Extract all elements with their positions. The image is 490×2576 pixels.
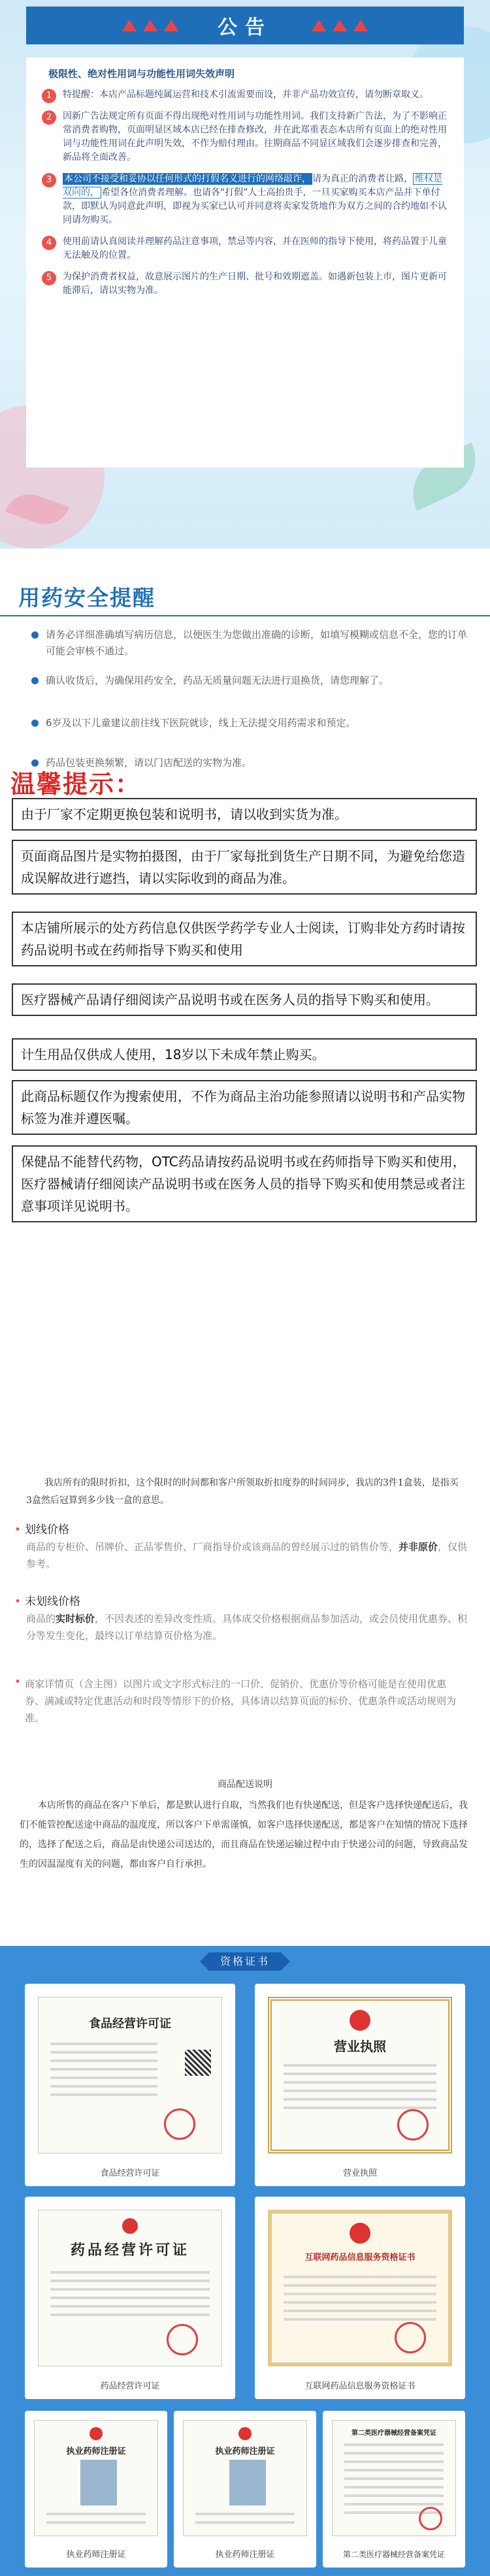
bullet-icon xyxy=(31,720,39,727)
seal-icon xyxy=(167,2324,198,2355)
certs-title: 资格证书 xyxy=(209,1952,281,1971)
price-heading xyxy=(14,1520,69,1536)
notice-item xyxy=(39,110,451,165)
cert-card[interactable] xyxy=(255,2197,465,2399)
notice-item-text: 因新广告法规定所有页面不得出现绝对性用词与功能性用词。我们支持新广告法，为了不影响正常消费者购物，页面明显区域本店已经在排查修改，并在此郑重表态本店所有页面上的绝对性用词与功能性用词在此声明失效，不作为赔付理由。往期商品不同显区域我们会逐步排查和完善，新品将全面改善。 xyxy=(63,111,447,163)
boxed-text: 维权是双向的， xyxy=(63,174,442,198)
cert-card[interactable] xyxy=(323,2411,465,2568)
cert-image xyxy=(268,1997,452,2154)
divider xyxy=(0,615,490,616)
emblem-icon xyxy=(350,2010,370,2031)
price-desc-text: 商品的专柜价、吊牌价、正品零售价、厂商指导价或该商品的曾经展示过的销售价等， xyxy=(26,1541,399,1553)
price-desc-bold: 并非原价 xyxy=(399,1541,438,1553)
notice-item-text: 特提醒：本店产品标题纯属运营和技术引流需要而设，并非产品功效宣传，请勿断章取义。 xyxy=(63,89,429,100)
cert-image xyxy=(38,1997,222,2154)
delivery-title: 商品配送说明 xyxy=(218,1779,272,1790)
cert-caption: 执业药师注册证 xyxy=(66,2550,126,2560)
price-desc xyxy=(26,1610,470,1644)
cert-image xyxy=(34,2420,158,2536)
price-heading-text: 划线价格 xyxy=(25,1523,70,1536)
safety-item-text: 确认收货后，为确保用药安全，药品无质量问题无法进行退换货，请您理解了。 xyxy=(46,675,389,686)
cert-text-lines xyxy=(333,2438,455,2520)
seal-icon xyxy=(164,2108,195,2140)
seal-icon xyxy=(419,2507,442,2530)
notice-item-text: 为保护消费者权益，故意展示图片的生产日期、批号和效期遮盖。如遇新包装上市，图片更新可能滞后，请以实物为准。 xyxy=(63,272,447,296)
safety-item xyxy=(31,627,470,660)
item-number-badge: 5 xyxy=(42,271,56,285)
notice-item-text: 希望各位消费者理解。也请各“打假”人士高抬贵手，一旦买家购买本店产品并下单付款，即默认为同意此声明，即视为买家已认可并同意将卖家发货地作为双方之间的合约地如不认同请勿购买。 xyxy=(63,187,447,225)
price-section xyxy=(0,1469,490,1946)
bullet-icon xyxy=(31,631,39,639)
notice-title: 公告 xyxy=(218,16,272,39)
cert-caption: 药品经营许可证 xyxy=(100,2381,160,2391)
emblem-icon xyxy=(122,2218,138,2234)
safety-title: 用药安全提醒 xyxy=(18,585,155,611)
notice-section xyxy=(0,0,490,549)
cert-doc-title: 互联网药品信息服务资格证书 xyxy=(304,2253,416,2263)
seal-icon xyxy=(397,2109,429,2140)
price-desc-text: 商品的 xyxy=(26,1613,56,1625)
cert-card[interactable] xyxy=(174,2411,316,2568)
tip-box: 医疗器械产品请仔细阅读产品说明书或在医务人员的指导下购买和使用。 xyxy=(12,983,477,1016)
tip-box: 保健品不能替代药物，OTC药品请按药品说明书或在药师指导下购买和使用，医疗器械请仔细阅读产品说明书或在医务人员的指导下购买和使用禁忌或者注意事项详见说明书。 xyxy=(12,1145,477,1222)
cert-doc-title: 营业执照 xyxy=(334,2039,386,2054)
cert-image xyxy=(332,2420,456,2536)
tip-box: 计生用品仅供成人使用，18岁以下未成年禁止购买。 xyxy=(12,1038,477,1071)
cert-doc-title: 执业药师注册证 xyxy=(215,2447,275,2457)
notice-item xyxy=(39,172,451,227)
cert-caption: 食品经营许可证 xyxy=(100,2169,160,2178)
notice-item xyxy=(39,88,451,102)
cert-image xyxy=(38,2210,222,2366)
safety-item-text: 6岁及以下儿童建议前往线下医院就诊，线上无法提交用药需求和预定。 xyxy=(46,717,356,729)
cert-text-lines xyxy=(35,2507,157,2530)
photo-icon xyxy=(229,2460,266,2505)
safety-item-text: 请务必详细准确填写病历信息，以便医生为您做出准确的诊断，如填写模糊或信息不全，您的订单可能会审核不通过。 xyxy=(46,629,468,657)
cert-image xyxy=(268,2210,452,2366)
tips-section xyxy=(0,764,490,1214)
price-heading xyxy=(14,1676,456,1726)
bullet-icon: • xyxy=(14,1523,22,1536)
highlight-text: 本公司不接受和妥协以任何形式的打假名义进行的网络敲诈， xyxy=(64,174,311,184)
cert-doc-title: 执业药师注册证 xyxy=(66,2447,126,2457)
tip-box: 由于厂家不定期更换包装和说明书，请以收到实货为准。 xyxy=(12,798,477,831)
notice-item xyxy=(39,235,451,262)
notice-item-text: 请为真正的消费者让路， xyxy=(312,174,413,184)
triangle-decor xyxy=(122,20,178,31)
notice-card xyxy=(26,57,464,468)
tip-box: 页面商品图片是实物拍摄图，由于厂家每批到货生产日期不同，为避免给您造成误解故进行遮挡，请以实际收到的商品为准。 xyxy=(12,840,477,895)
tip-box: 本店铺所展示的处方药信息仅供医学药学专业人士阅读，订购非处方药时请按药品说明书或在药师指导下购买和使用 xyxy=(12,912,477,966)
seal-icon xyxy=(395,2322,426,2353)
discount-intro: 我店所有的限时折扣，这个限时的时间都和客户所领取折扣度券的时间同步，我店的3件1盒装，是指买3盒然后冠算到多少钱一盒的意思。 xyxy=(26,1478,459,1506)
tip-box: 此商品标题仅作为搜索使用，不作为商品主治功能参照请以说明书和产品实物标签为准并遵医嘱。 xyxy=(12,1080,477,1135)
triangle-decor xyxy=(312,20,368,31)
certs-section xyxy=(0,1946,490,2576)
notice-header xyxy=(26,7,464,44)
safety-item xyxy=(31,673,470,689)
price-desc xyxy=(26,1538,470,1572)
price-heading-text: 未划线价格 xyxy=(25,1595,81,1608)
item-number-badge: 1 xyxy=(42,89,56,103)
emblem-icon xyxy=(90,2427,103,2440)
cert-text-lines xyxy=(39,2265,221,2322)
tips-title: 温馨提示： xyxy=(10,769,142,799)
price-desc-text: ，仅供参考。 xyxy=(26,1541,468,1570)
notice-subtitle: 极限性、绝对性用词与功能性用词失效声明 xyxy=(48,68,235,80)
photo-icon xyxy=(80,2460,117,2505)
item-number-badge: 2 xyxy=(42,110,56,125)
safety-section xyxy=(0,549,490,769)
qr-code-icon xyxy=(185,2050,211,2076)
item-number-badge: 3 xyxy=(42,173,56,187)
cert-text-lines xyxy=(39,2037,169,2102)
cert-card[interactable] xyxy=(25,2411,167,2568)
delivery-text: 本店所售的商品在客户下单后，都是默认进行自取，当然我们也有快递配送，但是客户选择快递配送后，我们不能管控配送途中商品的温度度，所以客户下单需谨慎，如客户选择快递配送，都是客户在知情的情况下选择的，选择了配送之后，商品是由快递公司送达的，而且商品在快递运输过程中由于快递公司的问题，导致商品发生的因温湿度有关的问题，都由客户自行承担。 xyxy=(20,1800,468,1869)
bullet-icon xyxy=(31,677,39,684)
cert-doc-title: 药品经营许可证 xyxy=(70,2242,189,2259)
price-heading xyxy=(14,1592,80,1608)
notice-item xyxy=(39,270,451,298)
cert-caption: 营业执照 xyxy=(342,2169,377,2178)
emblem-icon xyxy=(238,2427,252,2440)
cert-card[interactable] xyxy=(25,1984,235,2186)
safety-item xyxy=(31,715,470,731)
price-desc-text: ，不因表述的差异改变性质。具体成交价格根据商品参加活动，或会员使用优惠券、积分等发生变化，最终以订单结算页价格为准。 xyxy=(26,1613,468,1642)
cert-caption: 第二类医疗器械经营备案凭证 xyxy=(342,2550,445,2559)
cert-text-lines xyxy=(184,2507,306,2530)
cert-caption: 执业药师注册证 xyxy=(215,2550,275,2560)
price-desc-bold: 实时标价 xyxy=(56,1613,95,1625)
cert-doc-title: 食品经营许可证 xyxy=(89,2017,171,2031)
cert-caption: 互联网药品信息服务资格证书 xyxy=(304,2381,416,2391)
cert-image xyxy=(183,2420,307,2536)
bullet-icon: • xyxy=(14,1595,22,1608)
cert-card[interactable] xyxy=(25,2197,235,2399)
cert-doc-title: 第二类医疗器械经营备案凭证 xyxy=(351,2430,436,2437)
notice-item-text: 使用前请认真阅读并理解药品注意事项，禁忌等内容，并在医师的指导下使用，将药品置于儿童无法触及的位置。 xyxy=(63,236,447,261)
emblem-icon xyxy=(350,2223,370,2244)
cert-card[interactable] xyxy=(255,1984,465,2186)
cert-text-lines xyxy=(272,2270,448,2327)
detail-note: 商家详情页（含主图）以图片或文字形式标注的一口价、促销价、优惠价等价格可能是在使用优惠券、满减或特定优惠活动和时段等情形下的价格，具体请以结算页面的标价、优惠条件或活动规则为准。 xyxy=(25,1678,457,1724)
cert-text-lines xyxy=(272,2058,448,2115)
safety-item-text: 药品包装更换频繁，请以门店配送的实物为准。 xyxy=(46,757,252,769)
item-number-badge: 4 xyxy=(42,236,56,250)
bullet-icon: • xyxy=(14,1676,22,1689)
